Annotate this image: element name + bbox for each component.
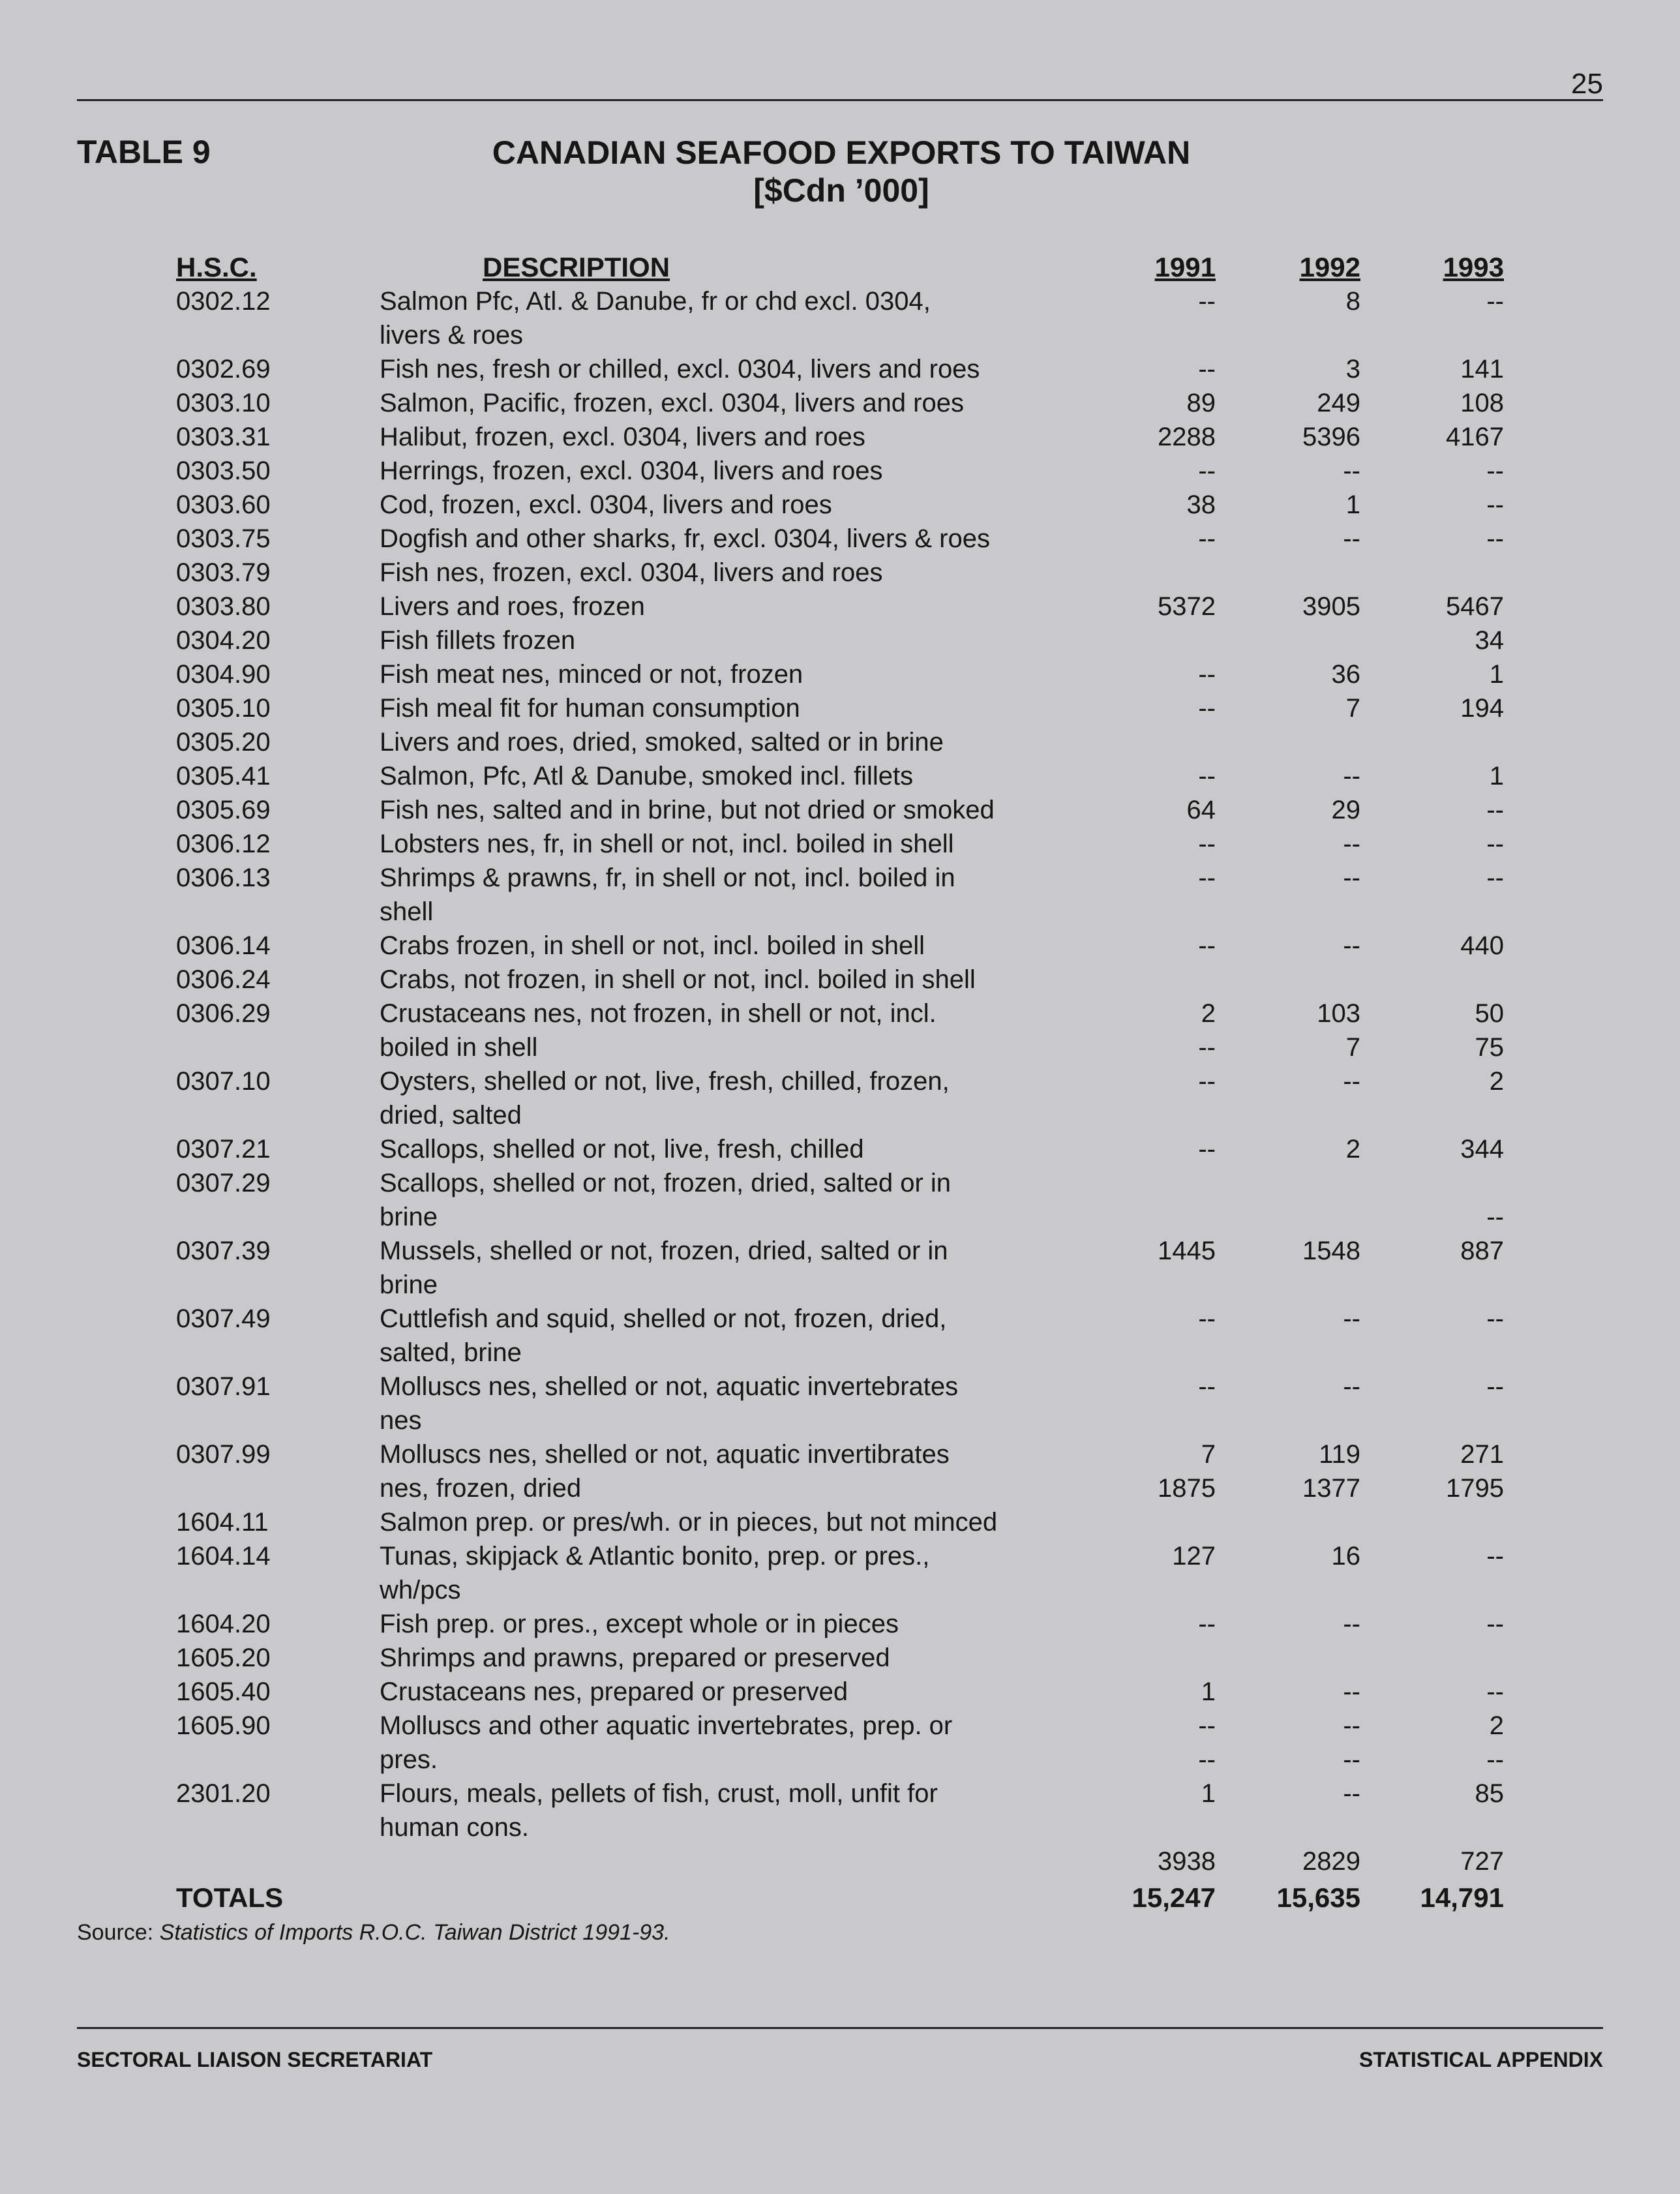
footer-right: STATISTICAL APPENDIX <box>1359 2048 1603 2071</box>
value-1992: 8 <box>1345 287 1360 316</box>
description-line: Mussels, shelled or not, frozen, dried, salted or in <box>380 1237 948 1265</box>
table-subtitle: [$Cdn ’000] <box>753 172 929 209</box>
description-line: Molluscs nes, shelled or not, aquatic invertebrates <box>380 1372 959 1401</box>
value-1993: -- <box>1486 1542 1504 1570</box>
value-1992: -- <box>1343 1610 1360 1638</box>
description-line: Fish meat nes, minced or not, frozen <box>380 660 803 689</box>
value-1991-second-line: 1875 <box>1158 1474 1216 1503</box>
table-row <box>0 657 1680 691</box>
description-line: Salmon, Pfc, Atl & Danube, smoked incl. fillets <box>380 762 914 790</box>
value-1993: -- <box>1486 490 1504 519</box>
value-1991: 2288 <box>1158 423 1216 451</box>
value-1993: 50 <box>1475 999 1504 1028</box>
description-line: Fish nes, salted and in brine, but not dried or smoked <box>380 796 995 824</box>
value-1992: -- <box>1343 830 1360 858</box>
hsc-code: 0302.69 <box>176 355 271 383</box>
value-1993: 34 <box>1475 626 1504 655</box>
value-1991: 1445 <box>1158 1237 1216 1265</box>
hsc-code: 0303.10 <box>176 389 271 417</box>
description-line: Crabs frozen, in shell or not, incl. boiled in shell <box>380 931 925 960</box>
table-row <box>0 1437 1680 1505</box>
header-description: DESCRIPTION <box>483 252 670 282</box>
value-1993: -- <box>1486 1610 1504 1638</box>
value-1991: -- <box>1198 355 1216 383</box>
value-1991: 38 <box>1186 490 1216 519</box>
hsc-code: 0306.13 <box>176 864 271 892</box>
value-1991-second-line: -- <box>1198 1745 1216 1774</box>
hsc-code: 0305.20 <box>176 728 271 757</box>
value-1992: 1 <box>1345 490 1360 519</box>
bottom-rule <box>77 2027 1603 2029</box>
description-line: Fish prep. or pres., except whole or in pieces <box>380 1610 899 1638</box>
value-1992: -- <box>1343 1677 1360 1706</box>
top-rule <box>77 99 1603 101</box>
description-line: brine <box>380 1203 438 1231</box>
hsc-code: 0307.91 <box>176 1372 271 1401</box>
description-line: Crustaceans nes, prepared or preserved <box>380 1677 848 1706</box>
value-1992: -- <box>1343 524 1360 553</box>
value-1993-second-line: 75 <box>1475 1033 1504 1062</box>
table-row <box>0 1302 1680 1370</box>
value-1993: 727 <box>1460 1847 1504 1876</box>
value-1993: 2 <box>1489 1067 1504 1096</box>
value-1992: 36 <box>1331 660 1360 689</box>
value-1993-second-line: -- <box>1486 1745 1504 1774</box>
value-1991: -- <box>1198 1372 1216 1401</box>
description-line: Livers and roes, frozen <box>380 592 645 621</box>
header-1993: 1993 <box>1443 252 1504 282</box>
description-line: Molluscs nes, shelled or not, aquatic invertibrates <box>380 1440 950 1469</box>
table-body <box>0 284 1680 1878</box>
table-row <box>0 386 1680 420</box>
value-1991: 89 <box>1186 389 1216 417</box>
description-line: Fish fillets frozen <box>380 626 576 655</box>
description-line: Livers and roes, dried, smoked, salted or in brine <box>380 728 944 757</box>
hsc-code: 0305.69 <box>176 796 271 824</box>
value-1991: 3938 <box>1158 1847 1216 1876</box>
hsc-code: 0302.12 <box>176 287 271 316</box>
source-note <box>77 1920 670 1946</box>
value-1993: 141 <box>1460 355 1504 383</box>
value-1992: 5396 <box>1302 423 1360 451</box>
description-line: Scallops, shelled or not, live, fresh, chilled <box>380 1135 864 1164</box>
value-1993-second-line: 1795 <box>1446 1474 1504 1503</box>
description-line: shell <box>380 897 434 926</box>
table-row <box>0 1709 1680 1777</box>
description-line: livers & roes <box>380 321 524 350</box>
description-line: Cod, frozen, excl. 0304, livers and roes <box>380 490 832 519</box>
description-line: dried, salted <box>380 1101 522 1130</box>
value-1991: -- <box>1198 287 1216 316</box>
table-row <box>0 352 1680 386</box>
value-1991-second-line: -- <box>1198 1033 1216 1062</box>
description-line: Salmon, Pacific, frozen, excl. 0304, livers and roes <box>380 389 964 417</box>
hsc-code: 0304.20 <box>176 626 271 655</box>
hsc-code: 0306.14 <box>176 931 271 960</box>
value-1991: -- <box>1198 1304 1216 1333</box>
value-1992-second-line: 7 <box>1345 1033 1360 1062</box>
table-title: CANADIAN SEAFOOD EXPORTS TO TAIWAN <box>492 134 1191 171</box>
totals-label: TOTALS <box>176 1882 284 1913</box>
description-line: Fish nes, frozen, excl. 0304, livers and roes <box>380 558 883 587</box>
value-1991: 5372 <box>1158 592 1216 621</box>
value-1992: 16 <box>1331 1542 1360 1570</box>
hsc-code: 1604.11 <box>176 1508 269 1537</box>
table-row <box>0 1370 1680 1437</box>
description-line: Salmon Pfc, Atl. & Danube, fr or chd excl. 0304, <box>380 287 931 316</box>
table-row <box>0 1844 1680 1878</box>
hsc-code: 0303.60 <box>176 490 271 519</box>
table-row <box>0 1234 1680 1302</box>
header-1991: 1991 <box>1154 252 1216 282</box>
description-line: Crabs, not frozen, in shell or not, incl. boiled in shell <box>380 965 976 994</box>
table-row <box>0 1505 1680 1539</box>
value-1993: -- <box>1486 864 1504 892</box>
hsc-code: 0303.50 <box>176 457 271 485</box>
hsc-code: 0306.29 <box>176 999 271 1028</box>
description-line: Tunas, skipjack & Atlantic bonito, prep. or pres., <box>380 1542 930 1570</box>
value-1993: -- <box>1486 524 1504 553</box>
value-1992-second-line: -- <box>1343 1745 1360 1774</box>
value-1991: -- <box>1198 762 1216 790</box>
table-row <box>0 759 1680 793</box>
value-1992: -- <box>1343 1711 1360 1740</box>
hsc-code: 0307.99 <box>176 1440 271 1469</box>
value-1993: 271 <box>1460 1440 1504 1469</box>
footer-left: SECTORAL LIAISON SECRETARIAT <box>77 2048 433 2071</box>
hsc-code: 0305.41 <box>176 762 271 790</box>
hsc-code: 1605.90 <box>176 1711 271 1740</box>
source-label: Source: <box>77 1920 154 1945</box>
hsc-code: 1605.20 <box>176 1644 271 1672</box>
hsc-code: 0307.21 <box>176 1135 271 1164</box>
value-1991: -- <box>1198 1610 1216 1638</box>
description-line: Crustaceans nes, not frozen, in shell or not, incl. <box>380 999 937 1028</box>
hsc-code: 0307.49 <box>176 1304 271 1333</box>
value-1992: 29 <box>1331 796 1360 824</box>
table-row <box>0 488 1680 522</box>
description-line: Shrimps & prawns, fr, in shell or not, incl. boiled in <box>380 864 955 892</box>
header-1992: 1992 <box>1299 252 1360 282</box>
table-row <box>0 1132 1680 1166</box>
table-row <box>0 1607 1680 1641</box>
value-1991: 1 <box>1201 1779 1216 1808</box>
table-row <box>0 929 1680 963</box>
value-1993: -- <box>1486 830 1504 858</box>
description-line: Flours, meals, pellets of fish, crust, moll, unfit for <box>380 1779 938 1808</box>
hsc-code: 0303.31 <box>176 423 271 451</box>
table-row <box>0 691 1680 725</box>
description-line: Cuttlefish and squid, shelled or not, frozen, dried, <box>380 1304 947 1333</box>
value-1991: -- <box>1198 864 1216 892</box>
table-row <box>0 1777 1680 1844</box>
source-text: Statistics of Imports R.O.C. Taiwan District 1991-93. <box>159 1920 670 1945</box>
value-1992: -- <box>1343 762 1360 790</box>
value-1993: 194 <box>1460 694 1504 723</box>
header-hsc: H.S.C. <box>176 252 257 282</box>
description-line: brine <box>380 1270 438 1299</box>
description-line: human cons. <box>380 1813 530 1842</box>
table-row <box>0 1641 1680 1675</box>
description-line: Shrimps and prawns, prepared or preserved <box>380 1644 890 1672</box>
table-row <box>0 997 1680 1064</box>
value-1992: -- <box>1343 1067 1360 1096</box>
value-1992: 103 <box>1317 999 1360 1028</box>
value-1993: 1 <box>1489 660 1504 689</box>
value-1991: 2 <box>1201 999 1216 1028</box>
value-1992: -- <box>1343 457 1360 485</box>
value-1993: -- <box>1486 1304 1504 1333</box>
value-1993: 344 <box>1460 1135 1504 1164</box>
value-1992: 3 <box>1345 355 1360 383</box>
value-1991: -- <box>1198 524 1216 553</box>
table-label: TABLE 9 <box>77 134 211 170</box>
value-1991: 127 <box>1172 1542 1216 1570</box>
table-row <box>0 1166 1680 1234</box>
table-row <box>0 454 1680 488</box>
table-row <box>0 556 1680 590</box>
value-1991: -- <box>1198 694 1216 723</box>
table-row <box>0 963 1680 997</box>
table-row <box>0 624 1680 657</box>
value-1992: -- <box>1343 864 1360 892</box>
value-1992: 7 <box>1345 694 1360 723</box>
value-1993: 4167 <box>1446 423 1504 451</box>
hsc-code: 1605.40 <box>176 1677 271 1706</box>
value-1991: -- <box>1198 660 1216 689</box>
value-1992: 1548 <box>1302 1237 1360 1265</box>
value-1993: 1 <box>1489 762 1504 790</box>
description-line: wh/pcs <box>380 1576 461 1604</box>
value-1993: 2 <box>1489 1711 1504 1740</box>
total-1993: 14,791 <box>1420 1882 1504 1913</box>
value-1991: -- <box>1198 1067 1216 1096</box>
value-1993: -- <box>1486 796 1504 824</box>
value-1993: 440 <box>1460 931 1504 960</box>
hsc-code: 0303.75 <box>176 524 271 553</box>
description-line: Lobsters nes, fr, in shell or not, incl. boiled in shell <box>380 830 954 858</box>
hsc-code: 0306.24 <box>176 965 271 994</box>
description-line: Halibut, frozen, excl. 0304, livers and roes <box>380 423 865 451</box>
value-1992: 249 <box>1317 389 1360 417</box>
description-line: boiled in shell <box>380 1033 538 1062</box>
description-line: Salmon prep. or pres/wh. or in pieces, but not minced <box>380 1508 998 1537</box>
value-1991: 7 <box>1201 1440 1216 1469</box>
value-1993: 85 <box>1475 1779 1504 1808</box>
value-1993: 108 <box>1460 389 1504 417</box>
value-1991: 64 <box>1186 796 1216 824</box>
value-1993: 5467 <box>1446 592 1504 621</box>
hsc-code: 1604.20 <box>176 1610 271 1638</box>
hsc-code: 0307.29 <box>176 1169 271 1197</box>
totals-row <box>0 1882 1680 1916</box>
hsc-code: 0304.90 <box>176 660 271 689</box>
table-row <box>0 1064 1680 1132</box>
description-line: pres. <box>380 1745 438 1774</box>
table-row <box>0 725 1680 759</box>
hsc-code: 2301.20 <box>176 1779 271 1808</box>
description-line: Fish meal fit for human consumption <box>380 694 800 723</box>
table-row <box>0 1539 1680 1607</box>
hsc-code: 0303.79 <box>176 558 271 587</box>
value-1992: 3905 <box>1302 592 1360 621</box>
value-1991: -- <box>1198 1711 1216 1740</box>
table-row <box>0 793 1680 827</box>
value-1991: -- <box>1198 830 1216 858</box>
page-number: 25 <box>1571 68 1603 100</box>
value-1992: -- <box>1343 931 1360 960</box>
description-line: Molluscs and other aquatic invertebrates, prep. or <box>380 1711 953 1740</box>
total-1991: 15,247 <box>1132 1882 1216 1913</box>
value-1991: 1 <box>1201 1677 1216 1706</box>
table-row <box>0 590 1680 624</box>
hsc-code: 0305.10 <box>176 694 271 723</box>
value-1993: -- <box>1486 1677 1504 1706</box>
description-line: Dogfish and other sharks, fr, excl. 0304, livers & roes <box>380 524 990 553</box>
value-1992: -- <box>1343 1372 1360 1401</box>
value-1992-second-line: 1377 <box>1302 1474 1360 1503</box>
description-line: Fish nes, fresh or chilled, excl. 0304, livers and roes <box>380 355 980 383</box>
hsc-code: 0306.12 <box>176 830 271 858</box>
value-1992: 2829 <box>1302 1847 1360 1876</box>
table-row <box>0 827 1680 861</box>
value-1991: -- <box>1198 457 1216 485</box>
description-line: salted, brine <box>380 1338 522 1367</box>
description-line: nes, frozen, dried <box>380 1474 582 1503</box>
table-row <box>0 420 1680 454</box>
table-row <box>0 522 1680 556</box>
value-1993: -- <box>1486 1372 1504 1401</box>
table-row <box>0 1675 1680 1709</box>
value-1992: 119 <box>1319 1440 1360 1469</box>
table-row <box>0 284 1680 352</box>
value-1993: -- <box>1486 457 1504 485</box>
value-1993: 887 <box>1460 1237 1504 1265</box>
description-line: nes <box>380 1406 422 1435</box>
table-row <box>0 861 1680 929</box>
hsc-code: 0303.80 <box>176 592 271 621</box>
description-line: Oysters, shelled or not, live, fresh, chilled, frozen, <box>380 1067 950 1096</box>
description-line: Herrings, frozen, excl. 0304, livers and roes <box>380 457 883 485</box>
hsc-code: 0307.10 <box>176 1067 271 1096</box>
value-1993: -- <box>1486 287 1504 316</box>
value-1992: -- <box>1343 1779 1360 1808</box>
value-1991: -- <box>1198 931 1216 960</box>
value-1992: 2 <box>1345 1135 1360 1164</box>
value-1993-second-line: -- <box>1486 1203 1504 1231</box>
description-line: Scallops, shelled or not, frozen, dried, salted or in <box>380 1169 952 1197</box>
value-1992: -- <box>1343 1304 1360 1333</box>
hsc-code: 0307.39 <box>176 1237 271 1265</box>
total-1992: 15,635 <box>1276 1882 1360 1913</box>
value-1991: -- <box>1198 1135 1216 1164</box>
hsc-code: 1604.14 <box>176 1542 271 1570</box>
